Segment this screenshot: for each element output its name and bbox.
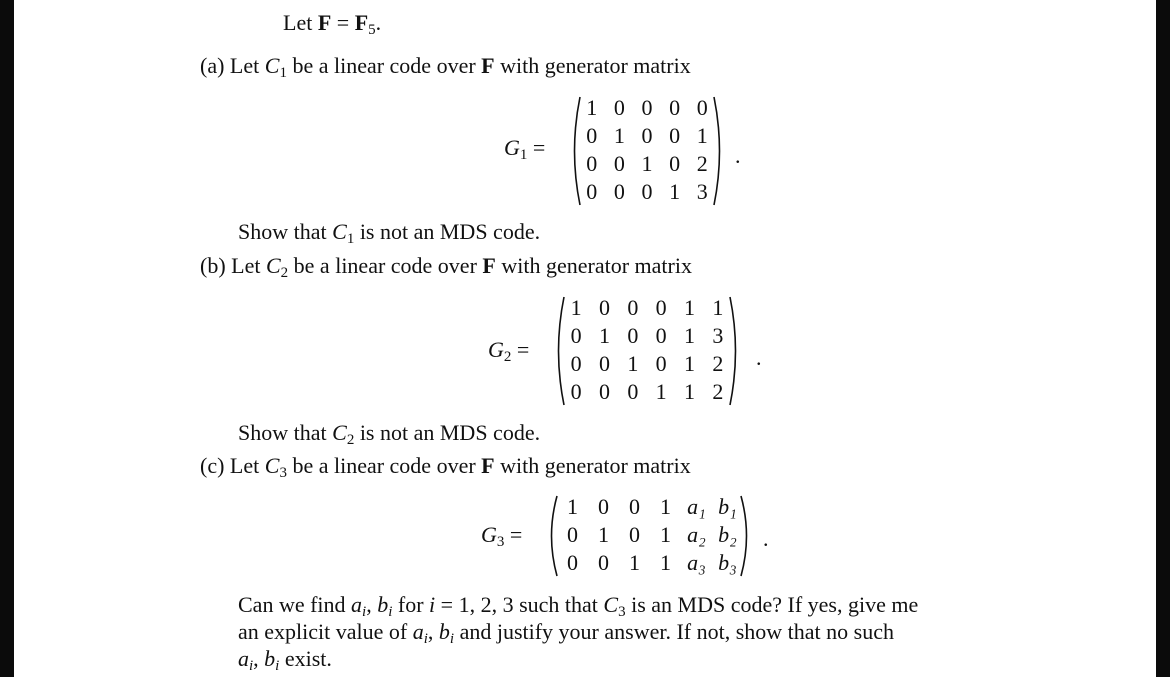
q1-a: Can we find xyxy=(238,592,346,617)
g2-name: G xyxy=(488,337,504,362)
matrix-cell: 0 xyxy=(629,522,640,547)
matrix-cell: 0 xyxy=(598,295,610,320)
matrix-cell: 1 xyxy=(627,351,639,376)
matrix-cell: 0 xyxy=(655,323,667,348)
q3-ai: a xyxy=(238,646,249,671)
q2-ai-sub: i xyxy=(423,631,428,647)
matrix-cell: 0 xyxy=(586,179,598,204)
matrix-cell: 1 xyxy=(683,295,695,320)
matrix-cell: 1 xyxy=(629,550,640,575)
matrix-cell: 0 xyxy=(613,151,625,176)
q1-bi: b xyxy=(377,592,389,617)
matrix-cell: 1 xyxy=(669,179,681,204)
matrix-cell: 1 xyxy=(655,379,667,404)
matrix-g3-right-paren xyxy=(739,494,753,578)
matrix-g1-grid xyxy=(578,95,716,207)
part-a-label: (a) xyxy=(200,53,225,78)
matrix-cell: 1 xyxy=(641,151,653,176)
q3-comma: , xyxy=(253,646,259,671)
matrix-cell: 0 xyxy=(586,123,598,148)
matrix-cell: 0 xyxy=(655,295,667,320)
q3-bi: b xyxy=(264,646,276,671)
g3-sub: 3 xyxy=(496,534,505,550)
matrix-cell: 0 xyxy=(598,550,609,575)
matrix-cell: 2 xyxy=(712,379,724,404)
part-a-code: C xyxy=(264,53,280,78)
matrix-cell: 1 xyxy=(660,550,671,575)
part-c-field: F xyxy=(481,453,495,478)
matrix-g1-right-paren xyxy=(712,95,726,207)
matrix-cell: 0 xyxy=(598,351,610,376)
matrix-cell: 1 xyxy=(712,295,724,320)
matrix-cell: 0 xyxy=(598,494,609,519)
q2-ai: a xyxy=(412,619,424,644)
matrix-cell: 1 xyxy=(660,494,671,519)
part-b-show xyxy=(238,420,540,446)
matrix-cell: 0 xyxy=(567,522,578,547)
part-b-text: be a linear code over xyxy=(293,253,477,278)
part-a-show-sub: 1 xyxy=(346,231,355,247)
title-let: Let xyxy=(283,10,313,35)
q1-bi-sub: i xyxy=(388,604,393,620)
title-field-F5: F xyxy=(354,10,369,35)
g3-eq: = xyxy=(509,522,523,547)
matrix-cell: 1 xyxy=(567,494,578,519)
part-a-field: F xyxy=(481,53,495,78)
matrix-cell: 0 xyxy=(655,351,667,376)
part-b-code: C xyxy=(265,253,281,278)
part-b-show-sub: 2 xyxy=(346,432,355,448)
part-c-text: be a linear code over xyxy=(292,453,476,478)
right-black-border xyxy=(1156,0,1170,677)
matrix-cell: 1 xyxy=(570,295,582,320)
q1-for: for xyxy=(397,592,424,617)
matrix-cell: 1 xyxy=(660,522,671,547)
matrix-cell: 0 xyxy=(641,95,653,120)
part-a-text-end: with generator matrix xyxy=(500,53,691,78)
matrix-cell: 1 xyxy=(683,379,695,404)
g1-eq: = xyxy=(532,135,546,160)
matrix-cell: 0 xyxy=(641,123,653,148)
title-sub5: 5 xyxy=(368,22,376,38)
matrix-g1-dot: . xyxy=(735,143,741,168)
matrix-cell: 0 xyxy=(629,494,640,519)
q1-C-sub: 3 xyxy=(618,604,626,620)
matrix-g1-label xyxy=(504,135,545,161)
q2-bi: b xyxy=(438,619,450,644)
matrix-g1 xyxy=(568,95,726,207)
matrix-cell: 0 xyxy=(570,379,582,404)
matrix-g3-grid xyxy=(557,494,743,578)
q1-end: is an MDS code? If yes, give me xyxy=(631,592,919,617)
part-b-field: F xyxy=(482,253,496,278)
q1-comma: , xyxy=(366,592,372,617)
matrix-cell: 1 xyxy=(683,323,695,348)
part-c-code-sub: 3 xyxy=(279,465,287,481)
part-b-label: (b) xyxy=(200,253,226,278)
question-line-1 xyxy=(238,592,918,618)
g1-name: G xyxy=(504,135,520,160)
q1-eq: = 1, 2, 3 such that xyxy=(440,592,598,617)
matrix-g3 xyxy=(545,494,753,578)
part-c-let: Let xyxy=(229,453,260,478)
q2-end: and justify your answer. If not, show that no such xyxy=(459,619,894,644)
q1-ai-sub: i xyxy=(362,604,367,620)
matrix-cell: 0 xyxy=(570,323,582,348)
matrix-g3-dot: . xyxy=(763,526,769,551)
matrix-cell: 0 xyxy=(613,95,625,120)
matrix-cell: b₁ xyxy=(718,494,737,519)
matrix-cell: 0 xyxy=(641,179,653,204)
q3-bi-sub: i xyxy=(275,658,280,674)
q2-comma: , xyxy=(427,619,434,644)
part-a-show-pre: Show that xyxy=(238,219,327,244)
part-a-show xyxy=(238,219,540,245)
part-a-let: Let xyxy=(229,53,260,78)
g1-sub: 1 xyxy=(519,147,528,163)
part-b-let: Let xyxy=(231,253,261,278)
title-field-F: F xyxy=(317,10,332,35)
matrix-cell: 0 xyxy=(586,151,598,176)
q2-a: an explicit value of xyxy=(238,619,408,644)
title-eq: = xyxy=(336,10,350,35)
part-a-code-sub: 1 xyxy=(279,65,287,81)
matrix-cell: a₃ xyxy=(687,550,706,575)
q1-i: i xyxy=(429,592,436,617)
part-b-code-sub: 2 xyxy=(280,265,289,281)
matrix-g2-label xyxy=(488,337,529,363)
part-a-show-code: C xyxy=(332,219,347,244)
matrix-cell: 1 xyxy=(598,522,609,547)
matrix-cell: 1 xyxy=(683,351,695,376)
matrix-cell: 0 xyxy=(669,95,681,120)
part-b-show-pre: Show that xyxy=(238,420,327,445)
matrix-cell: a₂ xyxy=(687,522,706,547)
matrix-cell: a₁ xyxy=(687,494,706,519)
left-black-border xyxy=(0,0,14,677)
matrix-g2-grid xyxy=(562,295,732,407)
matrix-cell: 0 xyxy=(669,151,681,176)
matrix-cell: b₂ xyxy=(718,522,737,547)
matrix-cell: 1 xyxy=(586,95,598,120)
matrix-cell: 0 xyxy=(696,95,708,120)
part-b-intro xyxy=(200,253,692,279)
matrix-cell: 1 xyxy=(696,123,708,148)
matrix-cell: 0 xyxy=(627,323,639,348)
matrix-cell: 0 xyxy=(567,550,578,575)
question-line-2 xyxy=(238,619,894,645)
part-c-intro xyxy=(200,453,691,479)
matrix-cell: 0 xyxy=(613,179,625,204)
question-line-3 xyxy=(238,646,332,672)
part-a-intro xyxy=(200,53,691,79)
matrix-g2-right-paren xyxy=(728,295,742,407)
matrix-cell: 0 xyxy=(627,295,639,320)
matrix-cell: 3 xyxy=(712,323,724,348)
g3-name: G xyxy=(481,522,497,547)
matrix-cell: 3 xyxy=(696,179,708,204)
title-dot: . xyxy=(375,10,382,35)
matrix-g3-label xyxy=(481,522,522,548)
part-b-show-code: C xyxy=(332,420,347,445)
matrix-cell: b₃ xyxy=(718,550,737,575)
q1-ai: a xyxy=(351,592,363,617)
part-b-text-end: with generator matrix xyxy=(501,253,692,278)
matrix-cell: 0 xyxy=(627,379,639,404)
matrix-cell: 2 xyxy=(696,151,708,176)
q3-ai-sub: i xyxy=(249,658,254,674)
q3-end: exist. xyxy=(284,646,332,671)
q2-bi-sub: i xyxy=(449,631,455,647)
matrix-cell: 0 xyxy=(570,351,582,376)
matrix-g2-dot: . xyxy=(756,345,762,370)
matrix-cell: 1 xyxy=(613,123,625,148)
part-a-show-post: is not an MDS code. xyxy=(359,219,541,244)
title-line xyxy=(283,10,381,36)
part-c-code: C xyxy=(264,453,280,478)
matrix-g2 xyxy=(552,295,742,407)
matrix-cell: 2 xyxy=(712,351,724,376)
q1-C: C xyxy=(603,592,619,617)
part-b-show-post: is not an MDS code. xyxy=(359,420,541,445)
matrix-cell: 1 xyxy=(598,323,610,348)
matrix-cell: 0 xyxy=(598,379,610,404)
g2-sub: 2 xyxy=(503,349,512,365)
part-c-label: (c) xyxy=(200,453,225,478)
part-c-text-end: with generator matrix xyxy=(500,453,691,478)
matrix-cell: 0 xyxy=(669,123,681,148)
g2-eq: = xyxy=(516,337,530,362)
part-a-text: be a linear code over xyxy=(292,53,476,78)
